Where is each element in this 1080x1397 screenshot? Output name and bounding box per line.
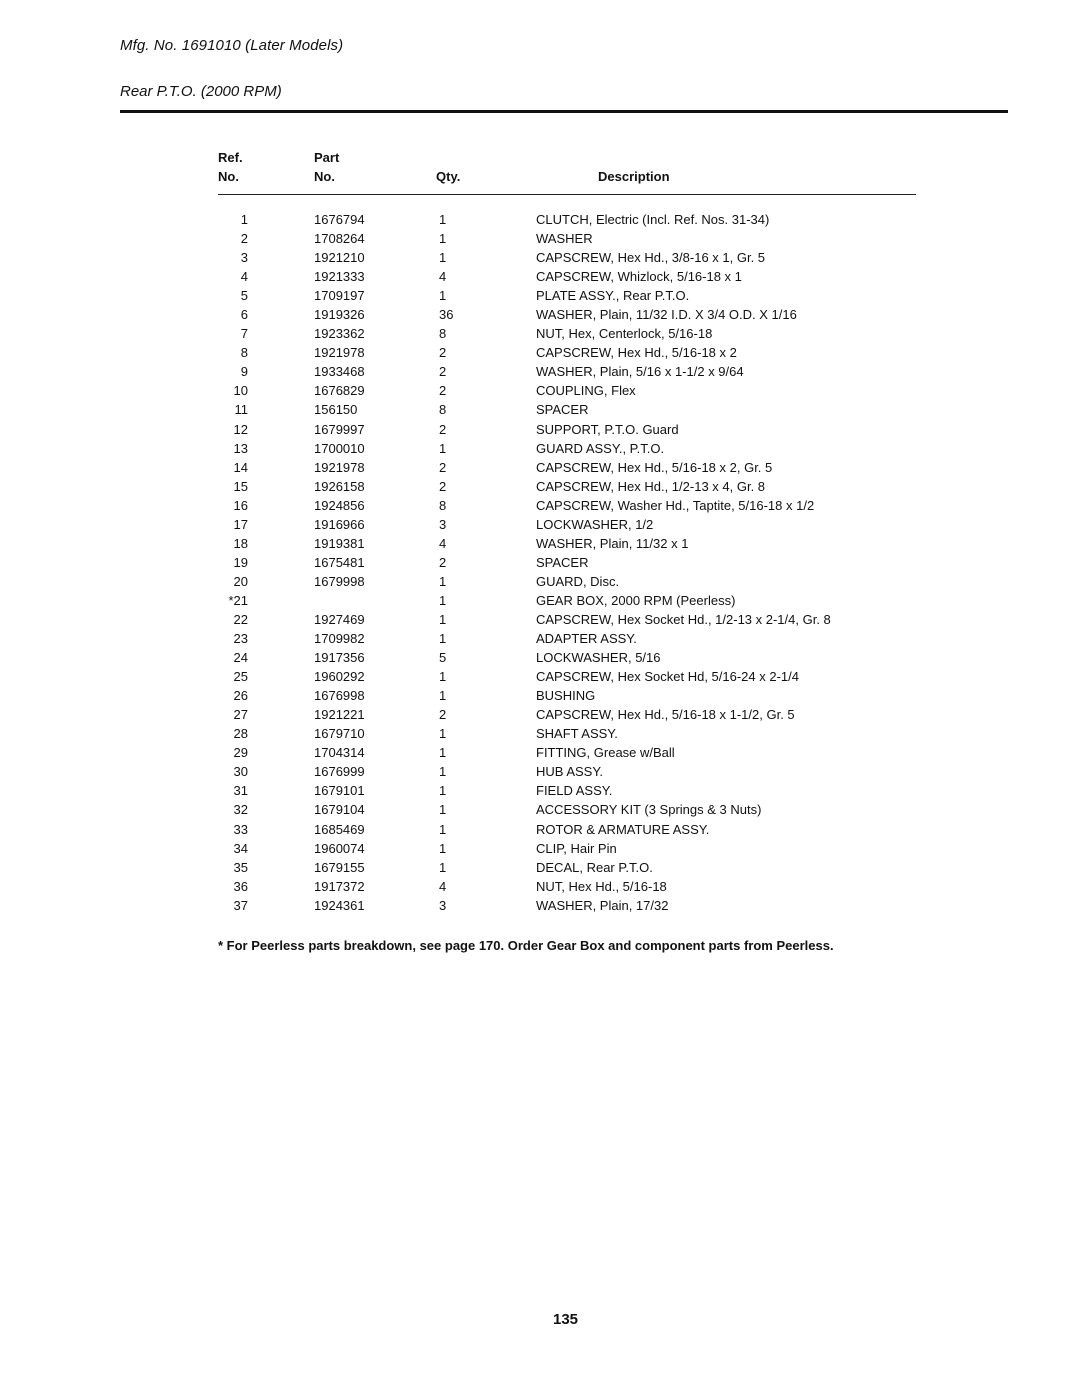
ref-cell: 35 <box>233 859 248 875</box>
description-cell: CAPSCREW, Hex Socket Hd, 5/16-24 x 2-1/4 <box>536 669 799 685</box>
table-row <box>0 496 1080 515</box>
ref-cell: *21 <box>228 592 248 608</box>
part-number-cell: 1676794 <box>314 212 365 227</box>
part-number-cell: 1679104 <box>314 802 365 818</box>
description-cell: ADAPTER ASSY. <box>536 631 637 647</box>
description-cell: CAPSCREW, Whizlock, 5/16-18 x 1 <box>536 269 742 285</box>
qty-cell: 36 <box>439 307 454 323</box>
table-row <box>0 515 1080 534</box>
table-row <box>0 591 1080 610</box>
ref-cell: 1 <box>240 212 248 227</box>
part-number-cell: 1679998 <box>314 573 365 589</box>
page-number: 135 <box>553 1311 579 1328</box>
footnote: * For Peerless parts breakdown, see page 170. Order Gear Box and component parts from Peerless. <box>218 938 834 953</box>
ref-cell: 27 <box>233 707 248 723</box>
col-header-ref-line1: Ref. <box>218 150 243 165</box>
mfg-number-title: Mfg. No. 1691010 (Later Models) <box>120 37 344 54</box>
ref-cell: 33 <box>233 821 248 837</box>
description-cell: CAPSCREW, Washer Hd., Taptite, 5/16-18 x 1/2 <box>536 497 815 513</box>
table-row <box>0 839 1080 858</box>
part-number-cell: 1916966 <box>314 516 365 532</box>
ref-cell: 29 <box>233 745 248 761</box>
table-row <box>0 762 1080 781</box>
table-row <box>0 477 1080 496</box>
ref-cell: 16 <box>233 497 248 513</box>
part-number-cell: 1960074 <box>314 840 365 856</box>
qty-cell: 1 <box>439 802 447 818</box>
description-cell: HUB ASSY. <box>536 764 603 780</box>
description-cell: PLATE ASSY., Rear P.T.O. <box>536 288 690 304</box>
qty-cell: 1 <box>439 821 447 837</box>
part-number-cell: 1921978 <box>314 459 365 475</box>
description-cell: COUPLING, Flex <box>536 383 636 399</box>
table-row <box>0 877 1080 896</box>
part-number-cell: 1923362 <box>314 326 365 342</box>
part-number-cell: 1685469 <box>314 821 365 837</box>
description-cell: CAPSCREW, Hex Hd., 5/16-18 x 1-1/2, Gr. 5 <box>536 707 795 723</box>
ref-cell: 20 <box>233 573 248 589</box>
qty-cell: 1 <box>439 212 447 227</box>
ref-cell: 28 <box>233 726 248 742</box>
table-row <box>0 553 1080 572</box>
qty-cell: 2 <box>439 364 447 380</box>
qty-cell: 1 <box>439 688 447 704</box>
description-cell: BUSHING <box>536 688 596 704</box>
ref-cell: 14 <box>233 459 248 475</box>
part-number-cell: 1679101 <box>314 783 365 799</box>
table-row <box>0 820 1080 839</box>
qty-cell: 8 <box>439 497 447 513</box>
part-number-cell: 1917372 <box>314 878 365 894</box>
description-cell: WASHER, Plain, 17/32 <box>536 897 669 913</box>
col-header-part-line1: Part <box>314 150 340 165</box>
table-row <box>0 781 1080 800</box>
qty-cell: 1 <box>439 631 447 647</box>
ref-cell: 36 <box>233 878 248 894</box>
ref-cell: 7 <box>240 326 248 342</box>
table-header-divider <box>218 194 916 195</box>
description-cell: WASHER, Plain, 5/16 x 1-1/2 x 9/64 <box>536 364 744 380</box>
qty-cell: 2 <box>439 345 447 361</box>
table-row <box>0 362 1080 381</box>
qty-cell: 8 <box>439 326 447 342</box>
description-cell: GUARD ASSY., P.T.O. <box>536 440 665 456</box>
qty-cell: 2 <box>439 383 447 399</box>
table-row <box>0 858 1080 877</box>
table-row <box>0 305 1080 324</box>
description-cell: LOCKWASHER, 5/16 <box>536 650 661 666</box>
part-number-cell: 1708264 <box>314 231 365 247</box>
part-number-cell: 1700010 <box>314 440 365 456</box>
ref-cell: 26 <box>233 688 248 704</box>
part-number-cell: 1921978 <box>314 345 365 361</box>
ref-cell: 8 <box>240 345 248 361</box>
description-cell: ACCESSORY KIT (3 Springs & 3 Nuts) <box>536 802 762 818</box>
qty-cell: 1 <box>439 440 447 456</box>
ref-cell: 13 <box>233 440 248 456</box>
description-cell: GEAR BOX, 2000 RPM (Peerless) <box>536 592 736 608</box>
table-row <box>0 743 1080 762</box>
description-cell: SHAFT ASSY. <box>536 726 618 742</box>
table-row <box>0 896 1080 915</box>
description-cell: LOCKWASHER, 1/2 <box>536 516 654 532</box>
part-number-cell: 1926158 <box>314 478 365 494</box>
description-cell: NUT, Hex Hd., 5/16-18 <box>536 878 667 894</box>
ref-cell: 9 <box>240 364 248 380</box>
table-row <box>0 629 1080 648</box>
table-row <box>0 267 1080 286</box>
table-row <box>0 724 1080 743</box>
table-row <box>0 324 1080 343</box>
part-number-cell: 1924856 <box>314 497 365 513</box>
qty-cell: 1 <box>439 783 447 799</box>
table-row <box>0 229 1080 248</box>
qty-cell: 2 <box>439 554 447 570</box>
part-number-cell: 1921333 <box>314 269 365 285</box>
description-cell: WASHER, Plain, 11/32 I.D. X 3/4 O.D. X 1/16 <box>536 307 797 323</box>
table-row <box>0 610 1080 629</box>
part-number-cell: 1675481 <box>314 554 365 570</box>
ref-cell: 6 <box>240 307 248 323</box>
part-number-cell: 1679710 <box>314 726 365 742</box>
section-title: Rear P.T.O. (2000 RPM) <box>120 83 282 100</box>
part-number-cell: 1704314 <box>314 745 365 761</box>
table-row <box>0 648 1080 667</box>
qty-cell: 3 <box>439 897 447 913</box>
ref-cell: 17 <box>233 516 248 532</box>
qty-cell: 3 <box>439 516 447 532</box>
description-cell: SPACER <box>536 554 589 570</box>
part-number-cell: 1917356 <box>314 650 365 666</box>
description-cell: WASHER <box>536 231 593 247</box>
part-number-cell: 1676999 <box>314 764 365 780</box>
table-row <box>0 286 1080 305</box>
qty-cell: 2 <box>439 478 447 494</box>
col-header-qty: Qty. <box>436 169 461 184</box>
table-row <box>0 705 1080 724</box>
table-body <box>0 210 1080 915</box>
qty-cell: 1 <box>439 840 447 856</box>
table-row <box>0 572 1080 591</box>
col-header-ref-line2: No. <box>218 169 239 184</box>
ref-cell: 24 <box>233 650 248 666</box>
qty-cell: 1 <box>439 573 447 589</box>
description-cell: GUARD, Disc. <box>536 573 620 589</box>
part-number-cell: 1921210 <box>314 250 365 266</box>
ref-cell: 10 <box>233 383 248 399</box>
part-number-cell: 1919381 <box>314 535 365 551</box>
col-header-part-line2: No. <box>314 169 335 184</box>
qty-cell: 1 <box>439 592 447 608</box>
qty-cell: 5 <box>439 650 447 666</box>
part-number-cell: 1709982 <box>314 631 365 647</box>
qty-cell: 2 <box>439 459 447 475</box>
table-row <box>0 248 1080 267</box>
table-row <box>0 667 1080 686</box>
qty-cell: 1 <box>439 611 447 627</box>
col-header-part <box>314 148 339 186</box>
part-number-cell: 1709197 <box>314 288 365 304</box>
description-cell: FIELD ASSY. <box>536 783 613 799</box>
ref-cell: 23 <box>233 631 248 647</box>
part-number-cell: 156150 <box>314 402 358 418</box>
qty-cell: 1 <box>439 288 447 304</box>
table-row <box>0 458 1080 477</box>
qty-cell: 1 <box>439 231 447 247</box>
qty-cell: 1 <box>439 250 447 266</box>
qty-cell: 2 <box>439 421 447 437</box>
ref-cell: 18 <box>233 535 248 551</box>
ref-cell: 12 <box>233 421 248 437</box>
description-cell: CAPSCREW, Hex Hd., 5/16-18 x 2, Gr. 5 <box>536 459 773 475</box>
qty-cell: 8 <box>439 402 447 418</box>
description-cell: CAPSCREW, Hex Hd., 3/8-16 x 1, Gr. 5 <box>536 250 766 266</box>
table-row <box>0 400 1080 419</box>
ref-cell: 2 <box>240 231 248 247</box>
qty-cell: 1 <box>439 764 447 780</box>
ref-cell: 30 <box>233 764 248 780</box>
table-row <box>0 439 1080 458</box>
description-cell: ROTOR & ARMATURE ASSY. <box>536 821 710 837</box>
table-row <box>0 686 1080 705</box>
qty-cell: 1 <box>439 745 447 761</box>
col-header-description: Description <box>598 169 670 184</box>
ref-cell: 11 <box>234 402 248 418</box>
ref-cell: 4 <box>240 269 248 285</box>
qty-cell: 1 <box>439 859 447 875</box>
ref-cell: 22 <box>233 611 248 627</box>
ref-cell: 5 <box>240 288 248 304</box>
description-cell: CLIP, Hair Pin <box>536 840 617 856</box>
qty-cell: 1 <box>439 726 447 742</box>
description-cell: DECAL, Rear P.T.O. <box>536 859 653 875</box>
qty-cell: 4 <box>439 878 447 894</box>
part-number-cell: 1919326 <box>314 307 365 323</box>
qty-cell: 2 <box>439 707 447 723</box>
part-number-cell: 1921221 <box>314 707 365 723</box>
part-number-cell: 1927469 <box>314 611 365 627</box>
description-cell: FITTING, Grease w/Ball <box>536 745 675 761</box>
part-number-cell: 1933468 <box>314 364 365 380</box>
ref-cell: 32 <box>233 802 248 818</box>
table-row <box>0 420 1080 439</box>
table-row <box>0 800 1080 819</box>
description-cell: CAPSCREW, Hex Socket Hd., 1/2-13 x 2-1/4, Gr. 8 <box>536 611 831 627</box>
ref-cell: 31 <box>233 783 248 799</box>
qty-cell: 4 <box>439 269 447 285</box>
description-cell: WASHER, Plain, 11/32 x 1 <box>536 535 689 551</box>
part-number-cell: 1960292 <box>314 669 365 685</box>
table-row <box>0 534 1080 553</box>
part-number-cell: 1679155 <box>314 859 365 875</box>
description-cell: CLUTCH, Electric (Incl. Ref. Nos. 31-34) <box>536 212 770 227</box>
description-cell: CAPSCREW, Hex Hd., 5/16-18 x 2 <box>536 345 737 361</box>
ref-cell: 34 <box>233 840 248 856</box>
ref-cell: 3 <box>240 250 248 266</box>
description-cell: SPACER <box>536 402 589 418</box>
table-row <box>0 343 1080 362</box>
part-number-cell: 1676829 <box>314 383 365 399</box>
part-number-cell: 1676998 <box>314 688 365 704</box>
description-cell: CAPSCREW, Hex Hd., 1/2-13 x 4, Gr. 8 <box>536 478 766 494</box>
qty-cell: 1 <box>439 669 447 685</box>
table-row <box>0 210 1080 229</box>
qty-cell: 4 <box>439 535 447 551</box>
ref-cell: 15 <box>233 478 248 494</box>
description-cell: SUPPORT, P.T.O. Guard <box>536 421 679 437</box>
ref-cell: 37 <box>233 897 248 913</box>
col-header-ref <box>218 148 243 186</box>
part-number-cell: 1924361 <box>314 897 365 913</box>
ref-cell: 19 <box>233 554 248 570</box>
part-number-cell: 1679997 <box>314 421 365 437</box>
description-cell: NUT, Hex, Centerlock, 5/16-18 <box>536 326 713 342</box>
table-row <box>0 381 1080 400</box>
header-divider <box>120 110 1008 113</box>
ref-cell: 25 <box>233 669 248 685</box>
